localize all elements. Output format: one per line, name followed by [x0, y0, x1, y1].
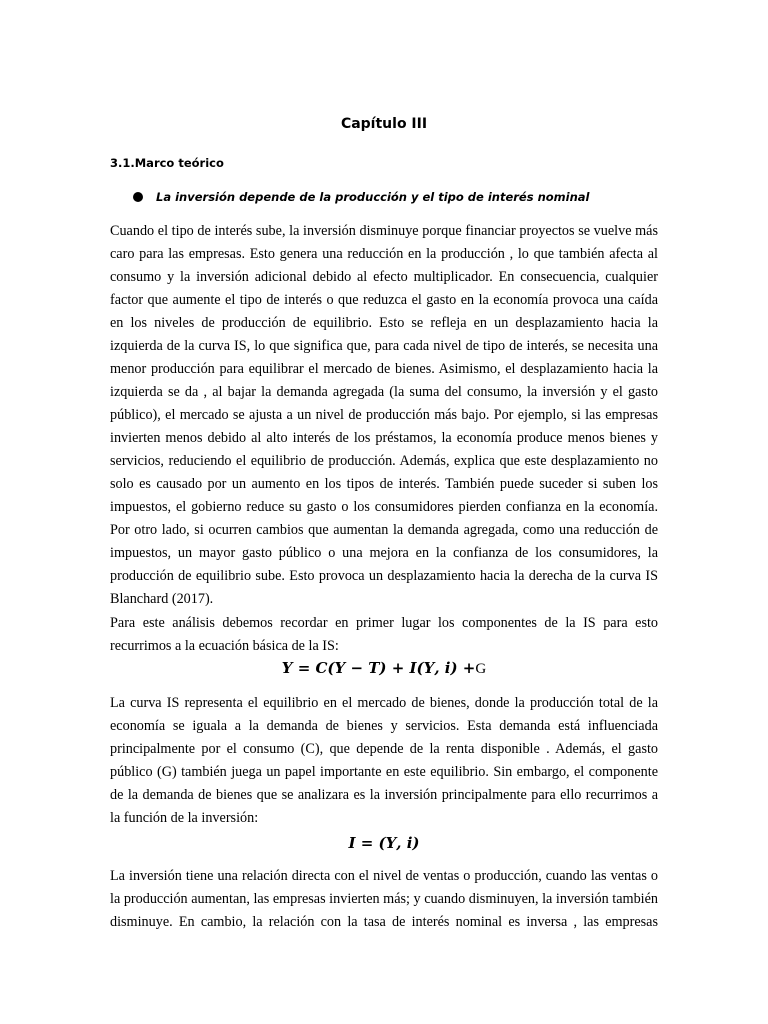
text-line: servicios, reduciendo el equilibrio de producción. Además, explica que este desplazamiento no [110, 453, 658, 469]
text-line: público), el mercado se ajusta a un nivel de producción más bajo. Por ejemplo, si las empresas [110, 407, 658, 423]
text-line: principalmente por el consumo (C), que depende de la renta disponible . Además, el gasto [110, 741, 658, 757]
equation-is-main: 𝒀 = 𝑪(𝒀 − 𝑻) + 𝑰(𝒀, 𝒊) + [281, 659, 476, 677]
text-line: producción de equilibrio sube. Esto provoca un desplazamiento hacia la derecha de la curva IS [110, 568, 658, 584]
equation-is-tail: G [475, 661, 487, 677]
text-line: disminuye. En cambio, la relación con la tasa de interés nominal es inversa , las empresas [110, 914, 658, 930]
text-line: recurrimos a la ecuación básica de la IS: [110, 638, 339, 654]
text-line: izquierda se da , al bajar la demanda agregada (la suma del consumo, la inversión y el gasto [110, 384, 658, 400]
text-line: consumo y la inversión adicional debido al efecto multiplicador. En consecuencia, cualquier [110, 269, 658, 285]
text-line: invierten menos debido al alto interés de los préstamos, la economía produce menos bienes y [110, 430, 658, 446]
equation-investment [0, 834, 768, 852]
paragraph-4 [110, 865, 658, 934]
section-heading: 3.1.Marco teórico [110, 156, 224, 170]
equation-is-curve [0, 659, 768, 678]
text-line: La curva IS representa el equilibrio en el mercado de bienes, donde la producción total de la [110, 695, 658, 711]
text-line: impuestos, el gobierno reduce su gasto o los consumidores pierden confianza en la economía. [110, 499, 658, 515]
text-line: Para este análisis debemos recordar en primer lugar los componentes de la IS para esto [110, 615, 658, 631]
text-line: economía se iguala a la demanda de bienes y servicios. Esta demanda está influenciada [110, 718, 658, 734]
text-line: en los niveles de producción de equilibrio. Esto se refleja en un desplazamiento hacia la [110, 315, 658, 331]
text-line: público (G) también juega un papel importante en este equilibrio. Sin embargo, el componente [110, 764, 658, 780]
text-line: Cuando el tipo de interés sube, la inversión disminuye porque financiar proyectos se vuelve más [110, 223, 658, 239]
text-line: caro para las empresas. Esto genera una reducción en la producción , lo que también afecta al [110, 246, 658, 262]
text-line: solo es causado por un aumento en los tipos de interés. También puede suceder si suben los [110, 476, 658, 492]
chapter-title: Capítulo III [340, 116, 428, 132]
text-line: La inversión tiene una relación directa con el nivel de ventas o producción, cuando las ventas o [110, 868, 658, 884]
text-line: factor que aumente el tipo de interés o que reduzca el gasto en la economía provoca una caída [110, 292, 658, 308]
text-line: impuestos, un mayor gasto público o una mejora en la confianza de los consumidores, la [110, 545, 658, 561]
text-line: de la demanda de bienes que se analizara es la inversión principalmente para ello recurrimos a [110, 787, 658, 803]
bullet-item [133, 190, 590, 204]
bullet-icon [133, 192, 143, 202]
text-line: Blanchard (2017). [110, 591, 214, 607]
text-line: menor producción para equilibrar el mercado de bienes. Asimismo, el desplazamiento hacia la [110, 361, 658, 377]
paragraph-3 [110, 692, 658, 830]
text-line: la función de la inversión: [110, 810, 259, 826]
text-line: la producción aumentan, las empresas invierten más; y cuando disminuyen, la inversión también [110, 891, 658, 907]
text-line: izquierda de la curva IS, lo que significa que, para cada nivel de tipo de interés, se necesita una [110, 338, 658, 354]
paragraph-2 [110, 612, 658, 658]
text-line: Por otro lado, si ocurren cambios que aumentan la demanda agregada, como una reducción de [110, 522, 658, 538]
bullet-text: La inversión depende de la producción y el tipo de interés nominal [156, 190, 590, 204]
equation-investment-text: 𝑰 = (𝒀, 𝒊) [348, 834, 420, 852]
paragraph-1 [110, 220, 658, 611]
